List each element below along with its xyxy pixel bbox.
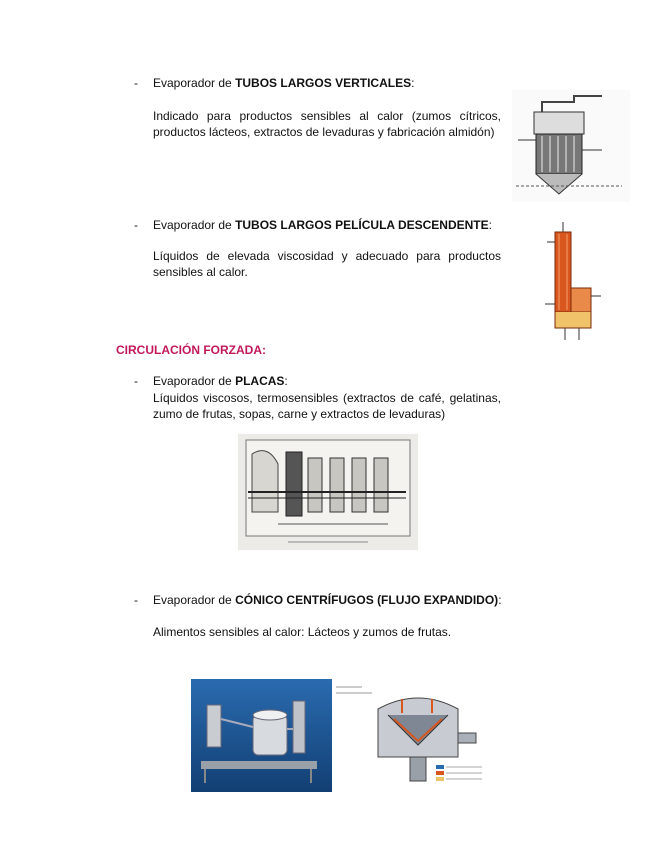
plate-evaporator-diagram (238, 434, 418, 550)
centrifugal-evaporator-photo (191, 679, 332, 792)
item-suffix: : (498, 593, 502, 607)
item-heading-conico-centrifugos (153, 593, 502, 607)
item-description: Líquidos viscosos, termosensibles (extractos de café, gelatinas, zumo de frutas, sopas, carne y extractos de levaduras) (153, 391, 501, 421)
bullet-dash: - (134, 593, 138, 607)
section-title: CIRCULACIÓN FORZADA: (116, 343, 266, 357)
item-prefix: Evaporador de (153, 593, 236, 607)
item-suffix: : (488, 218, 492, 232)
item-heading-pelicula-descendente (153, 218, 492, 232)
item-bold-title: CÓNICO CENTRÍFUGOS (FLUJO EXPANDIDO) (235, 593, 499, 607)
item-suffix: : (411, 76, 415, 90)
item-description: Indicado para productos sensibles al calor (zumos cítricos, productos lácteos, extractos de levaduras y fabricación almidón) (153, 109, 501, 139)
item-description: Alimentos sensibles al calor: Lácteos y zumos de frutas. (153, 625, 452, 639)
vertical-tube-evaporator-diagram (512, 90, 630, 202)
item-suffix: : (284, 374, 288, 388)
item-prefix: Evaporador de (153, 218, 236, 232)
falling-film-evaporator-diagram (535, 220, 610, 345)
item-heading-tubos-largos-verticales (153, 76, 414, 90)
item-prefix: Evaporador de (153, 374, 236, 388)
bullet-dash: - (134, 218, 138, 232)
bullet-dash: - (134, 76, 138, 90)
item-prefix: Evaporador de (153, 76, 236, 90)
item-bold-title: TUBOS LARGOS VERTICALES (235, 76, 412, 90)
item-bold-title: TUBOS LARGOS PELÍCULA DESCENDENTE (235, 218, 489, 232)
item-description: Líquidos de elevada viscosidad y adecuado para productos sensibles al calor. (153, 249, 501, 279)
bullet-dash: - (134, 374, 138, 388)
item-bold-title: PLACAS (235, 374, 285, 388)
item-heading-placas (153, 374, 288, 388)
conical-centrifugal-cutaway-diagram (332, 679, 492, 792)
